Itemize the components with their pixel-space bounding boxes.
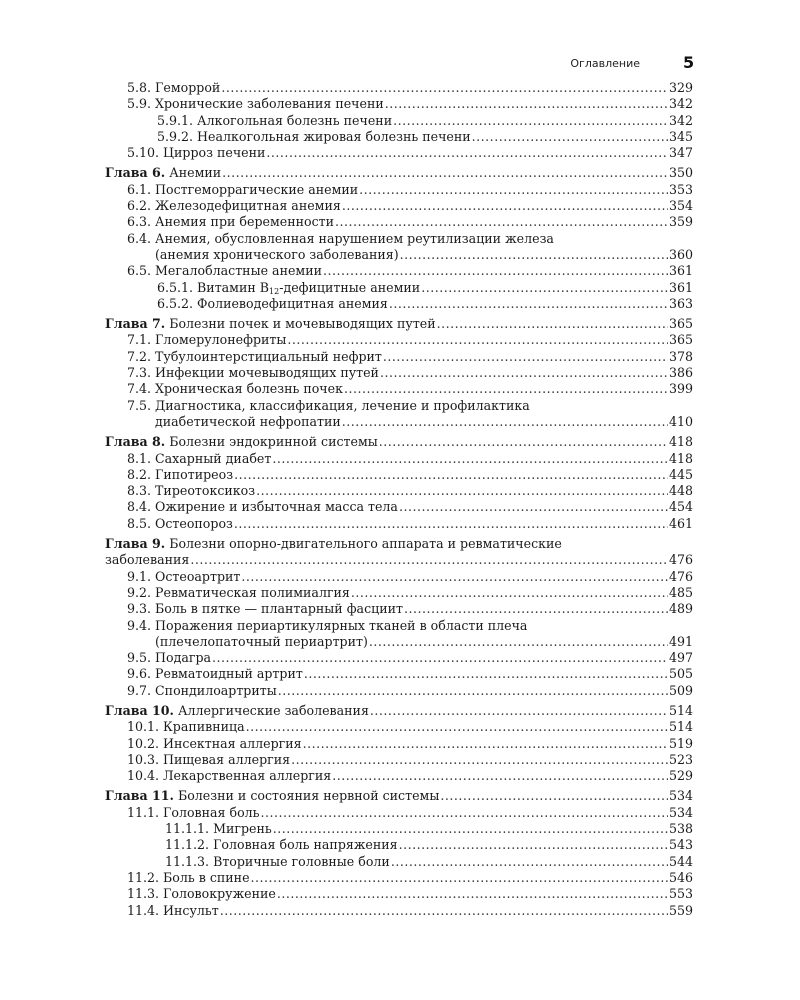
toc-chapter-continued[interactable]: заболевания ..... 476	[105, 552, 693, 568]
toc-entry[interactable]: 7.1. Гломерулонефриты ..... 365	[105, 332, 693, 348]
toc-entry[interactable]: 9.1. Остеоартрит ..... 476	[105, 569, 693, 585]
toc-entry[interactable]: 6.2. Железодефицитная анемия ..... 354	[105, 198, 693, 214]
toc-entry[interactable]: 11.1.2. Головная боль напряжения ..... 543	[105, 837, 693, 853]
toc-chapter[interactable]: Глава 10. Аллергические заболевания ..... 514	[105, 703, 693, 719]
toc-entry[interactable]: 5.9.1. Алкогольная болезнь печени ..... 342	[105, 113, 693, 129]
toc-entry[interactable]: 5.10. Цирроз печени ..... 347	[105, 145, 693, 161]
toc-entry[interactable]: 11.2. Боль в спине ..... 546	[105, 870, 693, 886]
toc-chapter[interactable]: Глава 7. Болезни почек и мочевыводящих путей ..... 365	[105, 316, 693, 332]
toc-entry[interactable]: 9.5. Подагра ..... 497	[105, 650, 693, 666]
toc-chapter[interactable]: Глава 8. Болезни эндокринной системы ..... 418	[105, 434, 693, 450]
toc-entry[interactable]: 9.2. Ревматическая полимиалгия ..... 485	[105, 585, 693, 601]
page-number: 5	[683, 53, 695, 72]
toc-entry[interactable]: 6.5.1. Витамин $B_{12}$-дефицитные анемии ..... 361	[105, 280, 693, 296]
toc-entry[interactable]: 5.8. Геморрой ..... 329	[105, 80, 693, 96]
toc-entry[interactable]: 9.3. Боль в пятке — плантарный фасциит ..... 489	[105, 601, 693, 617]
toc-chapter[interactable]: Глава 6. Анемии ..... 350	[105, 165, 693, 181]
toc-entry[interactable]: 8.3. Тиреотоксикоз ..... 448	[105, 483, 693, 499]
toc-entry[interactable]: 7.5. Диагностика, классификация, лечение и профилактика	[127, 397, 530, 413]
toc-entry-continued[interactable]: (плечелопаточный периартрит) ..... 491	[105, 634, 693, 650]
toc-entry[interactable]: 9.7. Спондилоартриты ..... 509	[105, 683, 693, 699]
table-of-contents	[105, 80, 693, 919]
toc-entry[interactable]: 11.1.3. Вторичные головные боли ..... 544	[105, 854, 693, 870]
toc-entry[interactable]: 7.2. Тубулоинтерстициальный нефрит ..... 378	[105, 349, 693, 365]
running-header-title: Оглавление	[570, 57, 640, 70]
toc-entry-continued[interactable]: (анемия хронического заболевания) ..... 360	[105, 247, 693, 263]
running-header	[0, 53, 800, 75]
toc-chapter[interactable]: Глава 11. Болезни и состояния нервной системы ..... 534	[105, 788, 693, 804]
toc-entry[interactable]: 6.1. Постгеморрагические анемии ..... 353	[105, 182, 693, 198]
toc-entry[interactable]: 8.5. Остеопороз ..... 461	[105, 516, 693, 532]
toc-entry[interactable]: 6.4. Анемия, обусловленная нарушением реутилизации железа	[127, 230, 554, 246]
toc-entry[interactable]: 11.1.1. Мигрень ..... 538	[105, 821, 693, 837]
toc-entry[interactable]: 7.3. Инфекции мочевыводящих путей ..... 386	[105, 365, 693, 381]
toc-entry[interactable]: 5.9. Хронические заболевания печени ..... 342	[105, 96, 693, 112]
toc-entry[interactable]: 7.4. Хроническая болезнь почек ..... 399	[105, 381, 693, 397]
toc-entry[interactable]: 6.5. Мегалобластные анемии ..... 361	[105, 263, 693, 279]
toc-entry[interactable]: 10.1. Крапивница ..... 514	[105, 719, 693, 735]
toc-entry[interactable]: 8.4. Ожирение и избыточная масса тела ..... 454	[105, 499, 693, 515]
toc-entry[interactable]: 11.1. Головная боль ..... 534	[105, 805, 693, 821]
toc-entry[interactable]: 10.4. Лекарственная аллергия ..... 529	[105, 768, 693, 784]
toc-entry[interactable]: 5.9.2. Неалкогольная жировая болезнь печени ..... 345	[105, 129, 693, 145]
toc-entry[interactable]: 8.2. Гипотиреоз ..... 445	[105, 467, 693, 483]
toc-entry[interactable]: 6.3. Анемия при беременности ..... 359	[105, 214, 693, 230]
toc-entry[interactable]: 6.5.2. Фолиеводефицитная анемия ..... 363	[105, 296, 693, 312]
toc-entry-continued[interactable]: диабетической нефропатии ..... 410	[105, 414, 693, 430]
toc-entry[interactable]: 10.2. Инсектная аллергия ..... 519	[105, 736, 693, 752]
toc-entry[interactable]: 11.4. Инсульт ..... 559	[105, 903, 693, 919]
toc-entry[interactable]: 10.3. Пищевая аллергия ..... 523	[105, 752, 693, 768]
toc-chapter[interactable]: Глава 9. Болезни опорно-двигательного аппарата и ревматические	[105, 536, 562, 552]
toc-entry[interactable]: 8.1. Сахарный диабет ..... 418	[105, 451, 693, 467]
toc-entry[interactable]: 9.4. Поражения периартикулярных тканей в области плеча	[127, 617, 528, 633]
toc-entry[interactable]: 9.6. Ревматоидный артрит ..... 505	[105, 666, 693, 682]
toc-entry[interactable]: 11.3. Головокружение ..... 553	[105, 886, 693, 902]
